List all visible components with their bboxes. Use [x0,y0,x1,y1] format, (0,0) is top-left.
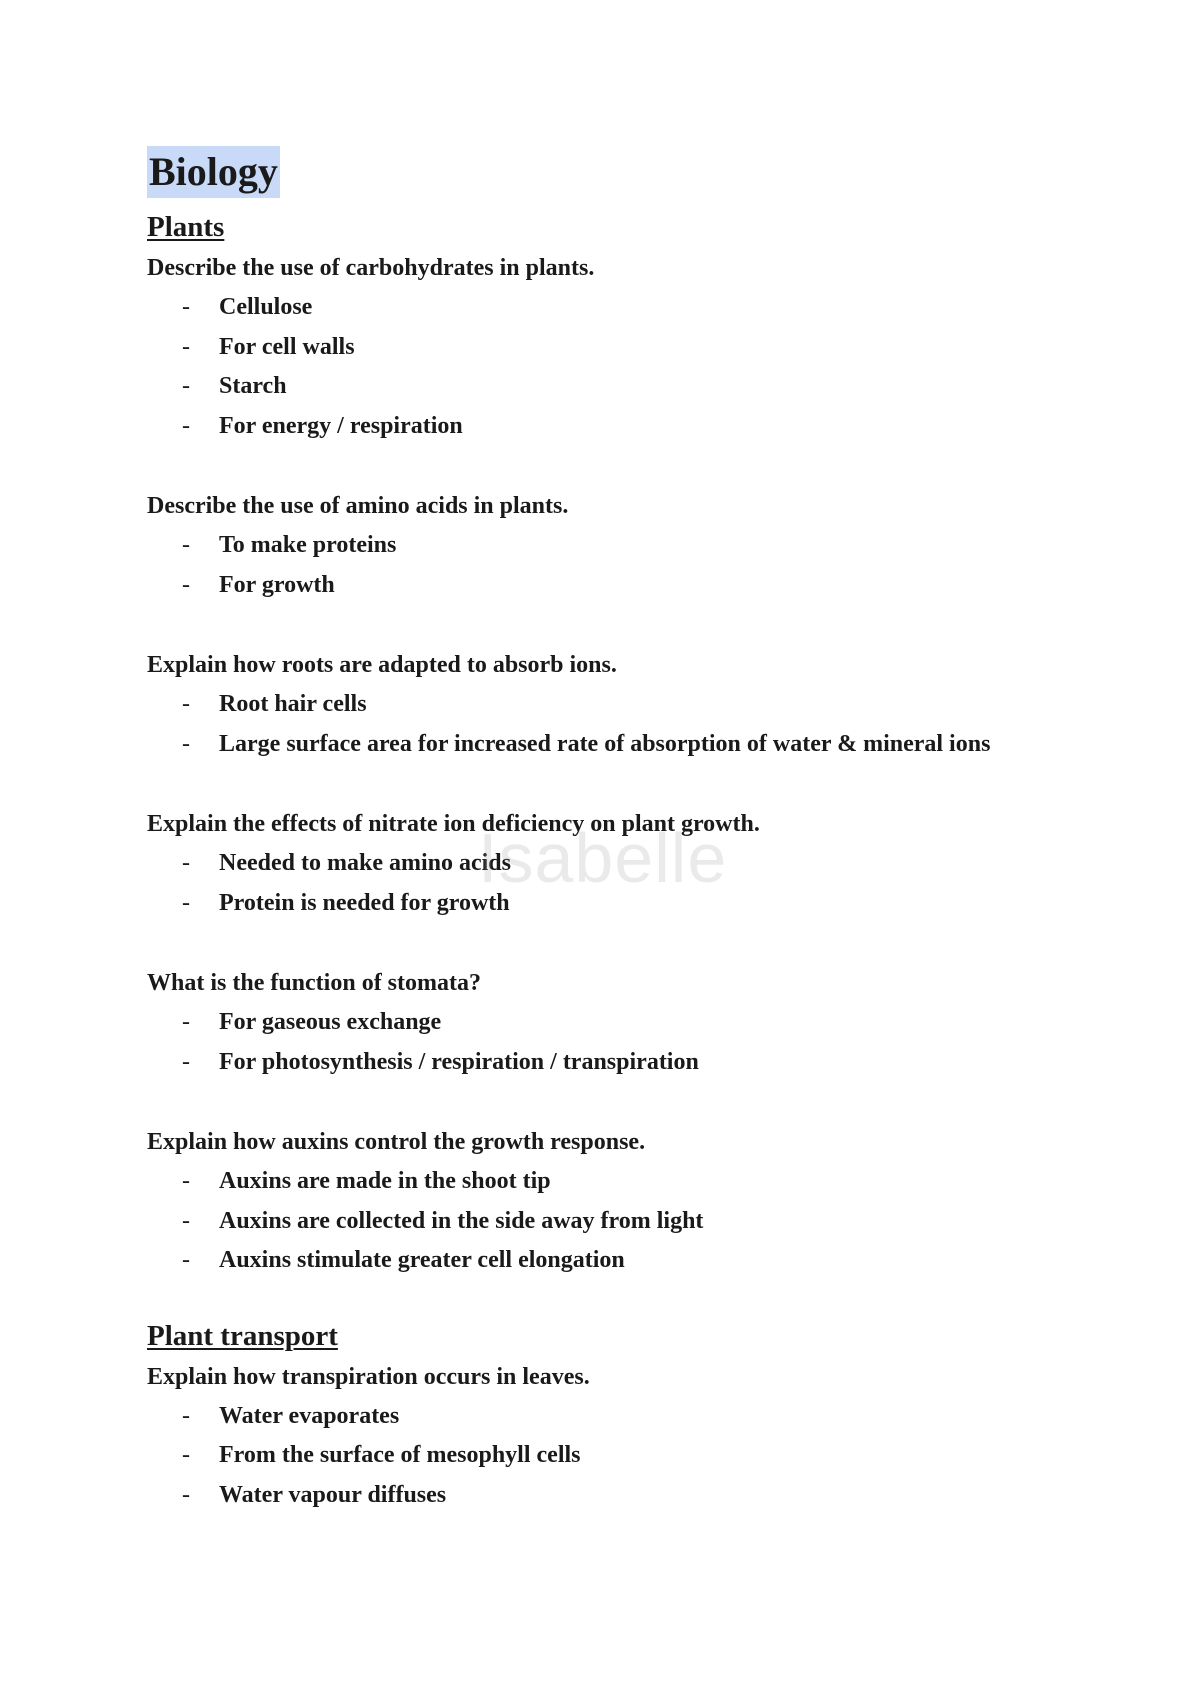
answer-item: - Water evaporates [147,1397,1107,1437]
answer-item: - Cellulose [147,288,1107,328]
answer-item: - Auxins are collected in the side away from light [147,1202,1107,1242]
answer-item: - For photosynthesis / respiration / transpiration [147,1043,1107,1083]
question: Explain how auxins control the growth response. [147,1129,646,1155]
answer-item: - Auxins are made in the shoot tip [147,1162,1107,1202]
answer-item: - For energy / respiration [147,407,1107,447]
qa-block-roots [147,645,1107,764]
answer-item: - Auxins stimulate greater cell elongation [147,1241,1107,1281]
answer-item: - To make proteins [147,526,1107,566]
answer-item: - Starch [147,367,1107,407]
answer-item: - For gaseous exchange [147,1003,1107,1043]
qa-block-transpiration [147,1357,1107,1516]
question: Explain the effects of nitrate ion deficiency on plant growth. [147,811,760,837]
qa-block-amino-acids [147,486,1107,605]
answer-item: - From the surface of mesophyll cells [147,1436,1107,1476]
answer-list [147,1397,1107,1516]
answer-list [147,288,1107,446]
watermark: Isabelle [478,819,728,897]
qa-block-auxins [147,1122,1107,1281]
answer-item: - Root hair cells [147,685,1107,725]
section-heading-plants: Plants [147,211,225,243]
answer-list [147,685,1107,764]
answer-item: - For cell walls [147,328,1107,368]
question: Describe the use of carbohydrates in plants. [147,255,595,281]
answer-item: - Needed to make amino acids [147,844,1107,884]
question: Explain how transpiration occurs in leaves. [147,1363,590,1390]
section-heading-plant-transport: Plant transport [147,1319,338,1352]
answer-item: - Protein is needed for growth [147,884,1107,924]
document-page [147,146,1107,1555]
answer-list [147,1162,1107,1281]
question: Describe the use of amino acids in plants. [147,493,569,519]
answer-item: - Water vapour diffuses [147,1476,1107,1516]
answer-list [147,1003,1107,1082]
answer-list [147,844,1107,923]
answer-list [147,526,1107,605]
answer-item: - For growth [147,566,1107,606]
qa-block-carbohydrates [147,248,1107,446]
question: What is the function of stomata? [147,970,481,996]
answer-item: - Large surface area for increased rate of absorption of water & mineral ions [147,725,1107,765]
document-title: Biology [147,146,280,198]
qa-block-stomata [147,963,1107,1082]
qa-block-nitrate [147,804,1107,923]
question: Explain how roots are adapted to absorb ions. [147,652,617,678]
